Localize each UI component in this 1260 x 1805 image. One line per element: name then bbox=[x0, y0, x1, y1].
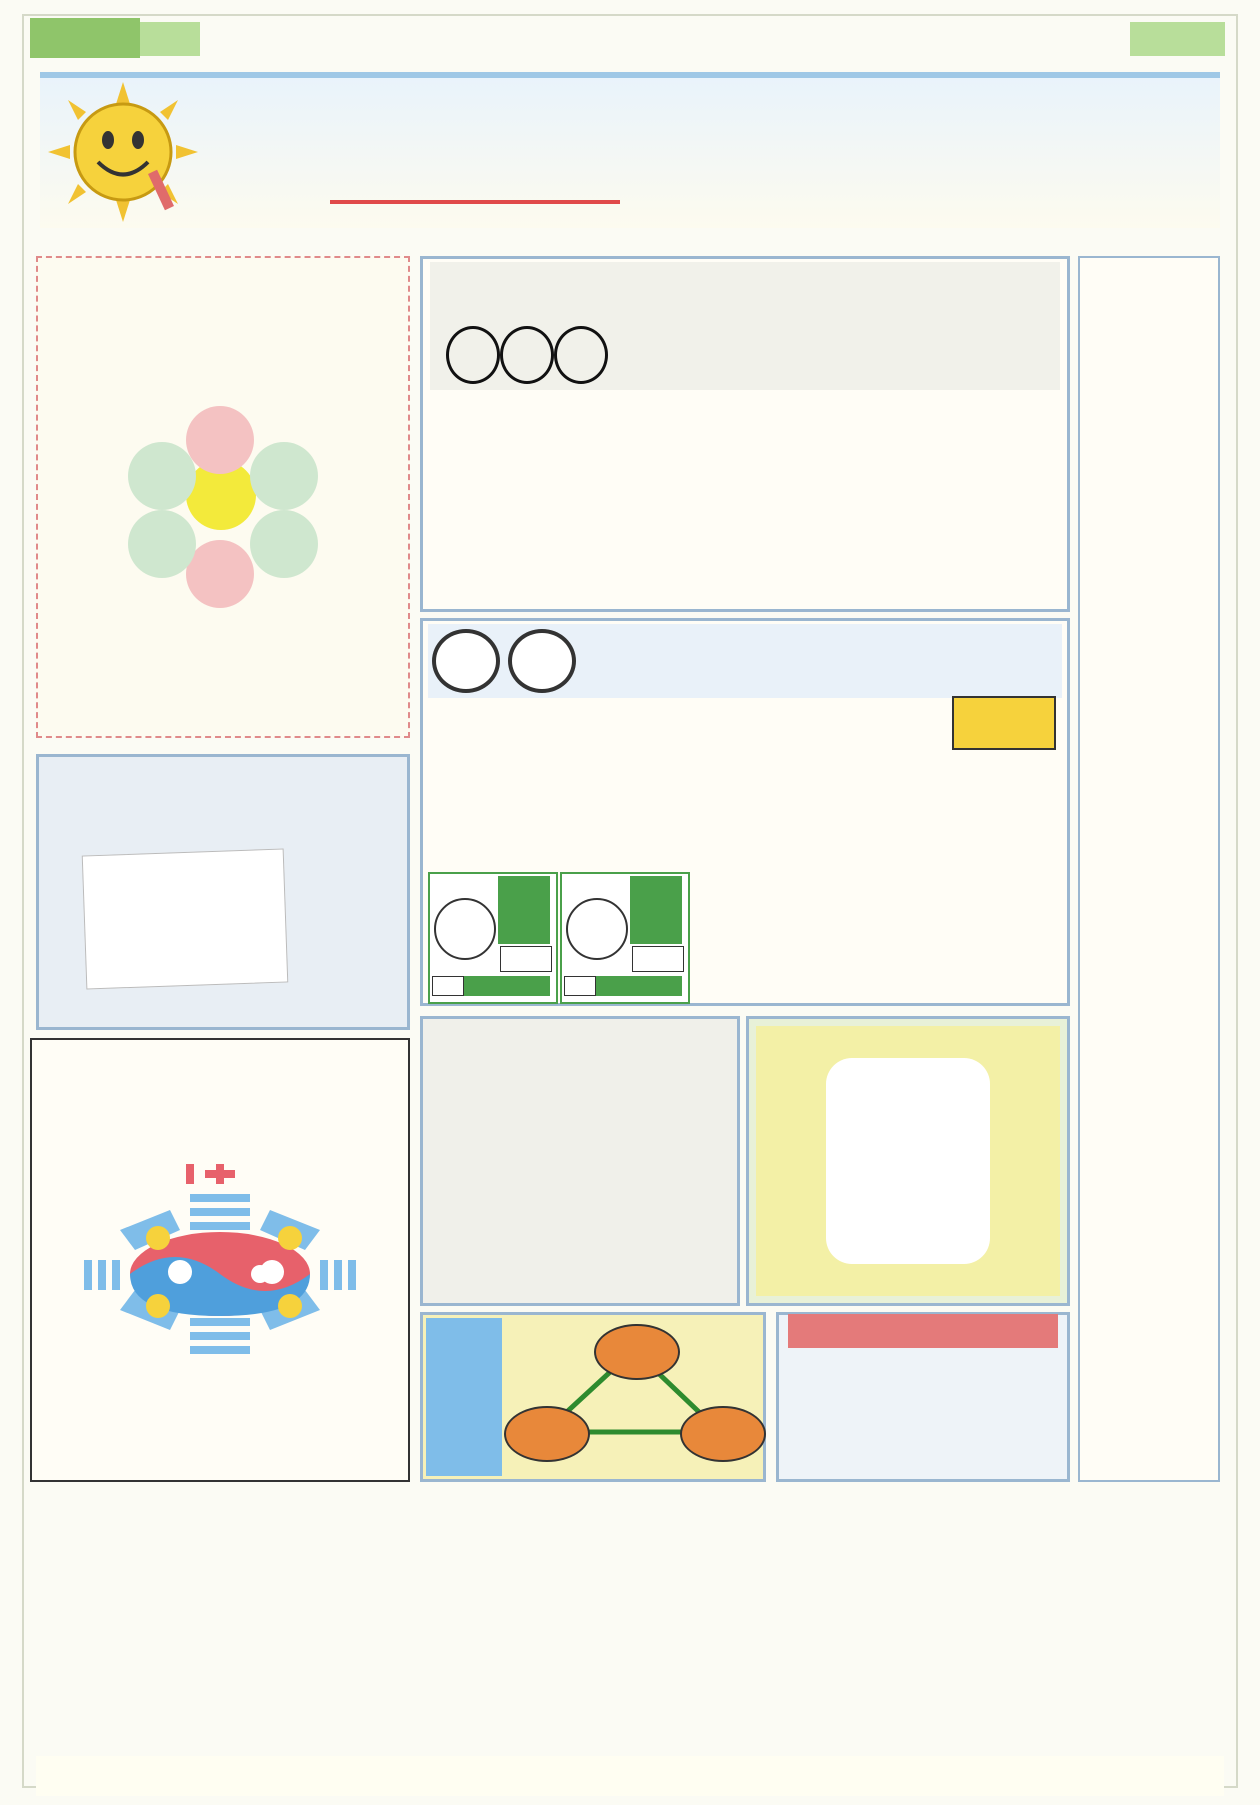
sanyuan-title bbox=[426, 1318, 502, 1476]
flower-ball-left-bottom bbox=[128, 510, 196, 578]
bagua-diagram bbox=[40, 1150, 400, 1390]
header-banner bbox=[40, 72, 1220, 228]
special-badge bbox=[432, 404, 542, 444]
inside-vert-text bbox=[294, 848, 404, 998]
bagua-position bbox=[278, 1226, 302, 1250]
special-line-2 bbox=[446, 326, 608, 384]
bagua-position bbox=[260, 1260, 284, 1284]
inside-card bbox=[82, 849, 289, 990]
count-box-1-number bbox=[434, 898, 496, 960]
count-box-2-number bbox=[566, 898, 628, 960]
flower-ball-right-top bbox=[250, 442, 318, 510]
count-box-1-bottom bbox=[432, 976, 464, 996]
count-box-2-bottom bbox=[564, 976, 596, 996]
sun-mascot-icon bbox=[48, 82, 198, 222]
bagua-position bbox=[146, 1294, 170, 1318]
dot-row-top bbox=[36, 234, 1224, 248]
special-pick bbox=[500, 326, 554, 384]
zodiac-diamond bbox=[826, 1058, 990, 1264]
bagua-position bbox=[168, 1260, 192, 1284]
combo-title bbox=[788, 1314, 1058, 1348]
header-rule bbox=[330, 200, 620, 204]
special-pick bbox=[446, 326, 500, 384]
pick-number bbox=[432, 629, 500, 693]
bagua-position bbox=[146, 1226, 170, 1250]
flower-ball-left-top bbox=[128, 442, 196, 510]
dot-row-bottom bbox=[36, 1492, 1224, 1506]
bagua-position bbox=[278, 1294, 302, 1318]
pick-number bbox=[508, 629, 576, 693]
flower-ball-bottom bbox=[186, 540, 254, 608]
pick-columns bbox=[430, 690, 1056, 890]
footer-result bbox=[36, 1756, 1224, 1796]
corner-bar-right bbox=[1130, 22, 1225, 56]
corner-bar-left bbox=[140, 22, 200, 56]
flower-ball-top bbox=[186, 406, 254, 474]
riddle-panel bbox=[420, 1016, 740, 1306]
count-box-2-tag bbox=[630, 876, 682, 944]
sidebar-panel bbox=[1078, 256, 1220, 1482]
count-box-2-note bbox=[596, 976, 682, 996]
sanyuan-node bbox=[504, 1406, 590, 1462]
count-box-2-count bbox=[632, 946, 684, 972]
count-box-1-note bbox=[464, 976, 550, 996]
special-pick bbox=[554, 326, 608, 384]
corner-badge bbox=[30, 18, 140, 58]
count-box-1-count bbox=[500, 946, 552, 972]
sanyuan-node bbox=[680, 1406, 766, 1462]
pick-title bbox=[428, 624, 1062, 698]
count-box-1-tag bbox=[498, 876, 550, 944]
sanyuan-node bbox=[594, 1324, 680, 1380]
flower-ball-right-bottom bbox=[250, 510, 318, 578]
